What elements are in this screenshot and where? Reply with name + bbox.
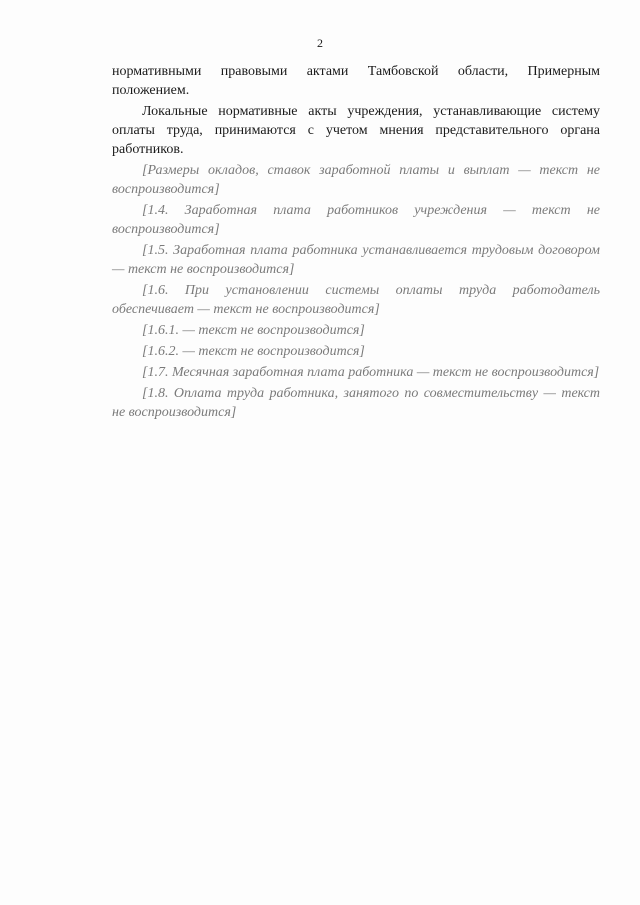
- paragraph-1-6: [1.6. При установлении системы оплаты труда работодатель обеспечивает — текст не воспроизводится]: [112, 283, 600, 317]
- paragraph-1-7: [1.7. Месячная заработная плата работника — текст не воспроизводится]: [142, 365, 600, 380]
- paragraph-1-6-2: [1.6.2. — текст не воспроизводится]: [142, 344, 365, 359]
- paragraph-1-5: [1.5. Заработная плата работника устанавливается трудовым договором — текст не воспроизводится]: [112, 243, 600, 277]
- paragraph-local-acts: Локальные нормативные акты учреждения, устанавливающие систему оплаты труда, принимаются с учетом мнения представительного органа работников.: [112, 104, 600, 157]
- page-number: 2: [317, 36, 323, 50]
- paragraph-salary-sizes: [Размеры окладов, ставок заработной платы и выплат — текст не воспроизводится]: [112, 163, 600, 197]
- document-body: [112, 62, 600, 424]
- paragraph-1-4: [1.4. Заработная плата работников учреждения — текст не воспроизводится]: [112, 203, 600, 237]
- paragraph-1-8: [1.8. Оплата труда работника, занятого по совместительству — текст не воспроизводится]: [112, 386, 600, 420]
- paragraph-continuation: нормативными правовыми актами Тамбовской области, Примерным положением.: [112, 64, 600, 98]
- paragraph-1-6-1: [1.6.1. — текст не воспроизводится]: [142, 323, 365, 338]
